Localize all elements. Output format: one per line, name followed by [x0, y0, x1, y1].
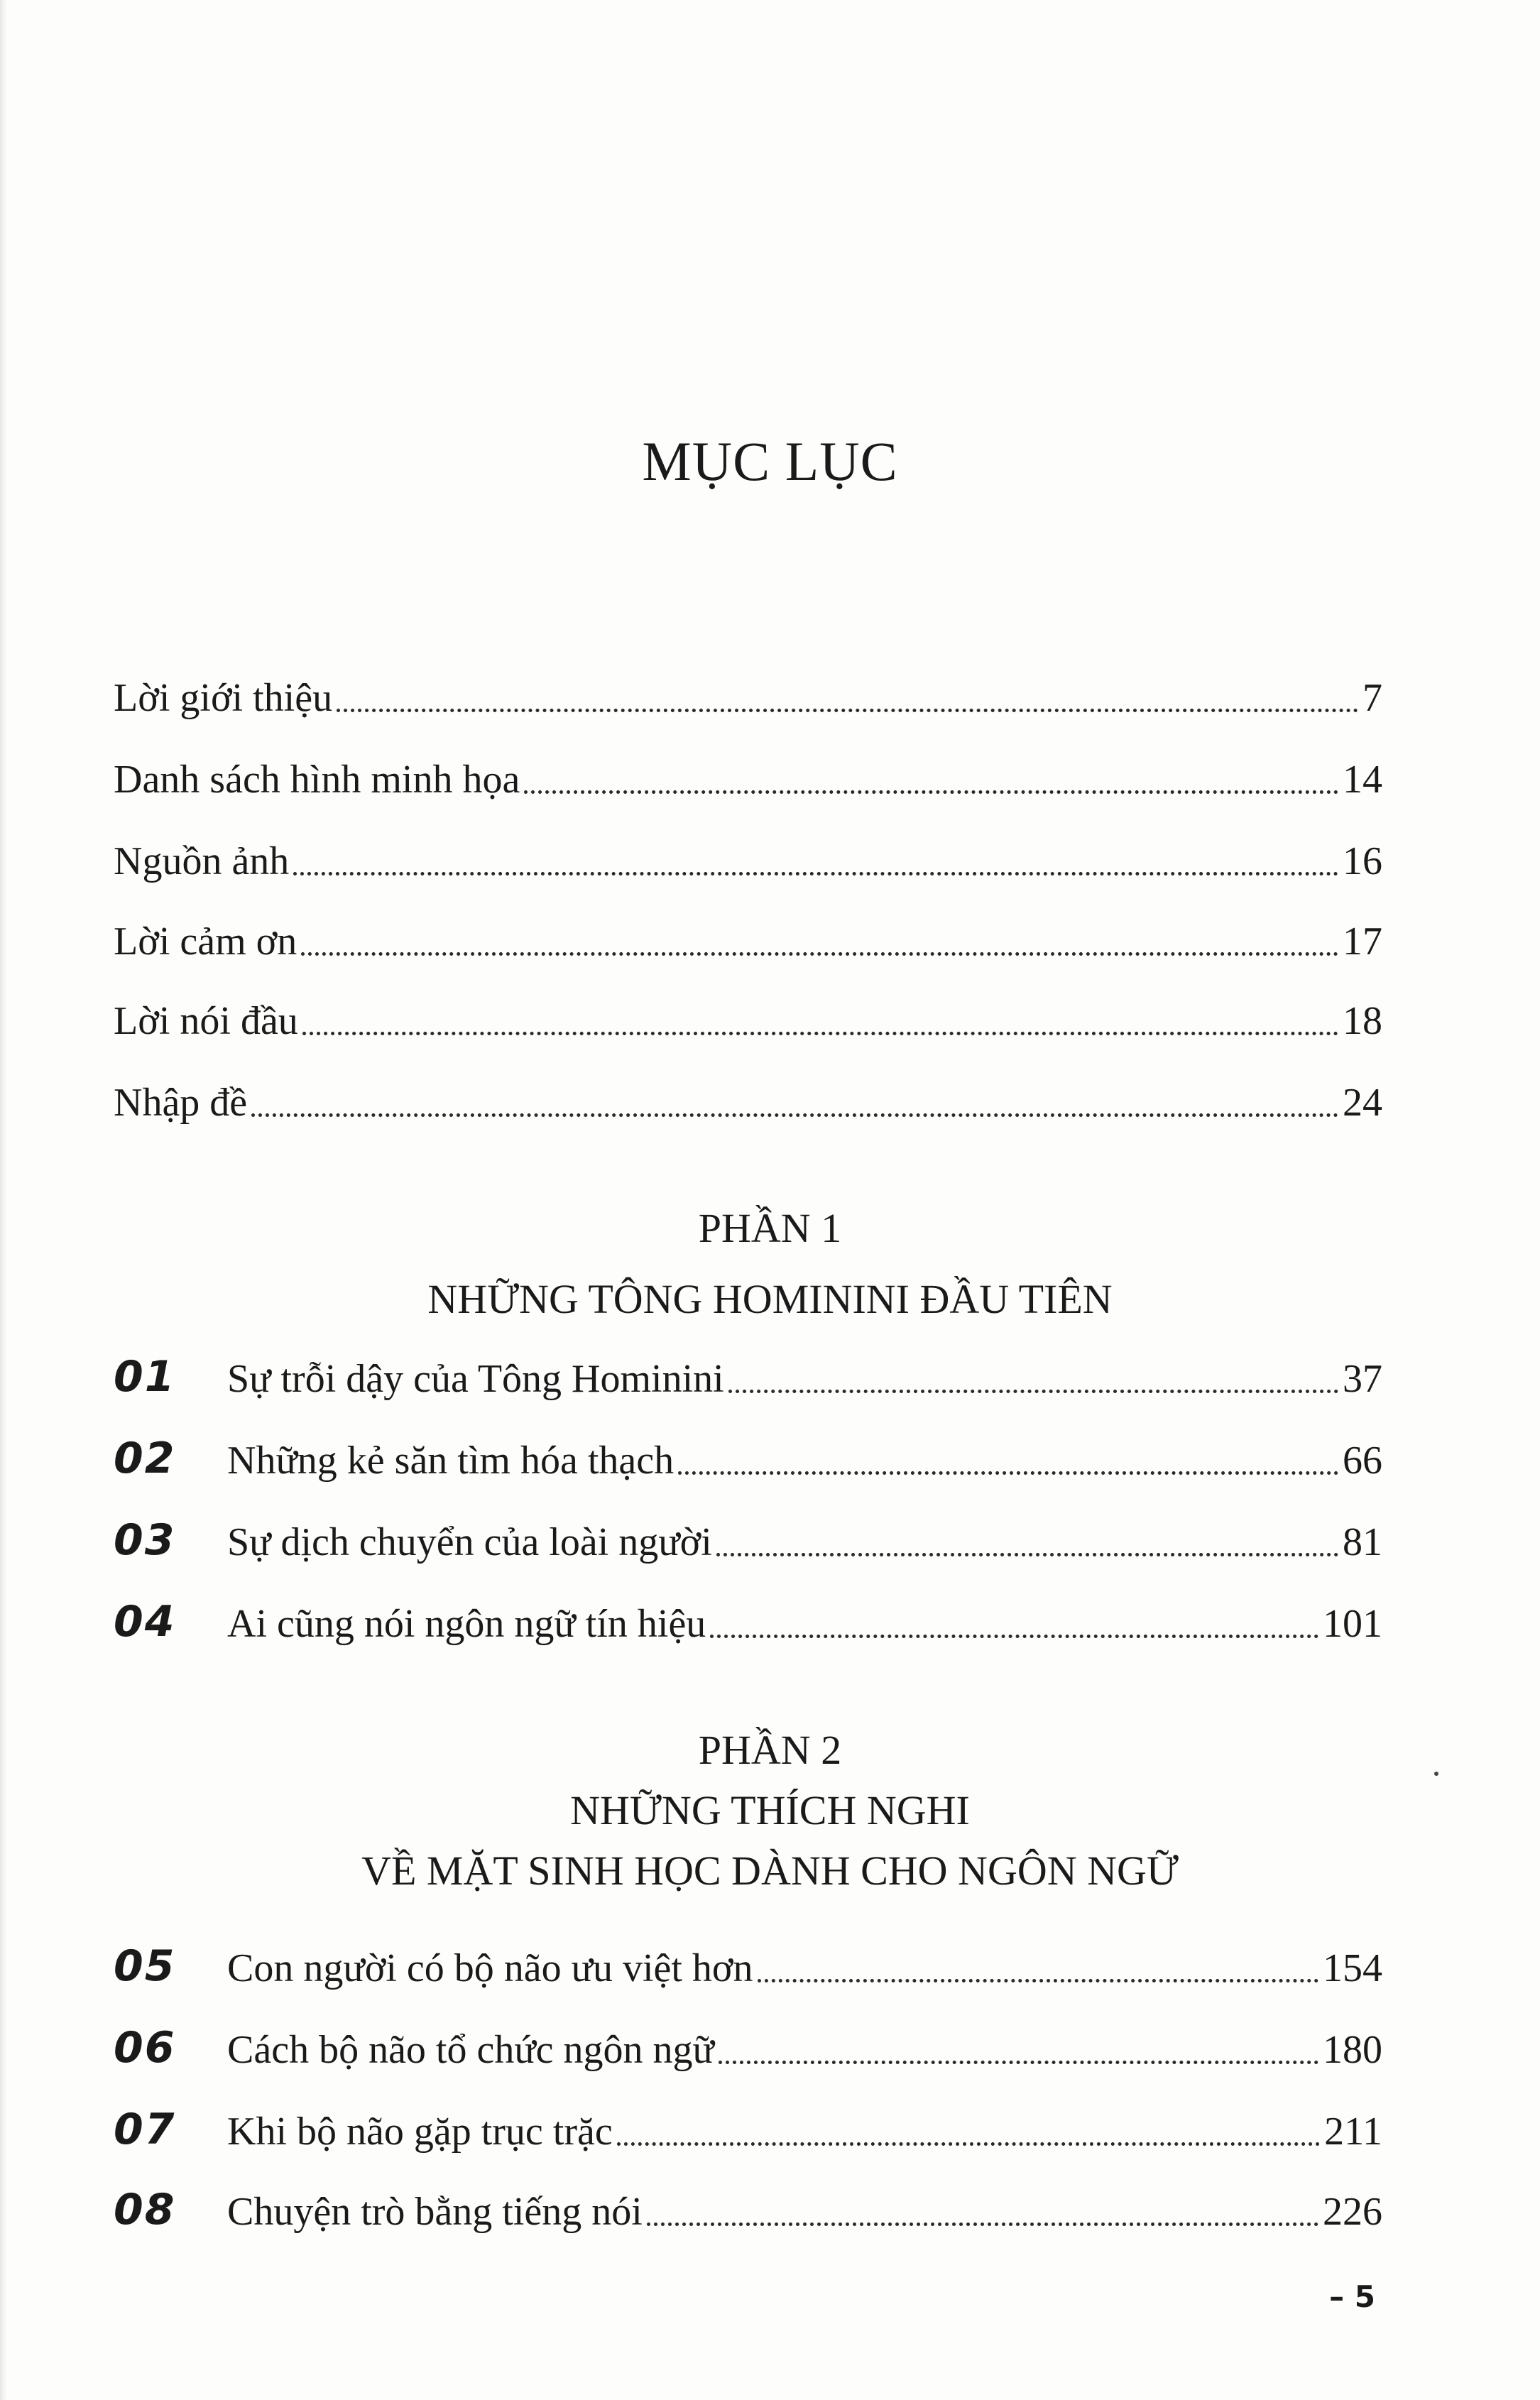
chapter-entry: [114, 2095, 1382, 2154]
chapter-page: 81: [1343, 1520, 1382, 1564]
chapter-title: Sự trỗi dậy của Tông Hominini: [227, 1357, 724, 1401]
toc-entry: [114, 746, 1382, 802]
chapter-page: 180: [1323, 2028, 1382, 2072]
chapter-number: 04: [114, 1597, 176, 1647]
chapter-title: Ai cũng nói ngôn ngữ tín hiệu: [227, 1602, 706, 1646]
toc-entry-label: Lời giới thiệu: [114, 676, 333, 720]
toc-entry: [114, 664, 1382, 721]
chapter-page: 37: [1343, 1357, 1382, 1401]
chapter-number: 03: [114, 1515, 176, 1565]
toc-entry-label: Nguồn ảnh: [114, 839, 290, 883]
dot-leader: [758, 1979, 1318, 1982]
chapter-page: 211: [1324, 2110, 1382, 2154]
toc-entry: [114, 827, 1382, 884]
toc-entry-page: 24: [1343, 1081, 1382, 1125]
toc-entry-page: 18: [1343, 999, 1382, 1043]
toc-entry-label: Nhập đề: [114, 1081, 248, 1125]
print-speck: [1434, 1772, 1438, 1776]
part-heading: PHẦN 1: [698, 1205, 842, 1251]
toc-entry-label: Danh sách hình minh họa: [114, 758, 520, 802]
dot-leader: [293, 872, 1338, 876]
part-subtitle: VỀ MẶT SINH HỌC DÀNH CHO NGÔN NGỮ: [361, 1848, 1179, 1894]
dot-leader: [251, 1113, 1338, 1117]
part-subtitle: NHỮNG THÍCH NGHI: [570, 1787, 970, 1833]
chapter-title: Những kẻ săn tìm hóa thạch: [227, 1439, 675, 1483]
chapter-page: 226: [1323, 2190, 1382, 2234]
toc-entry-page: 7: [1362, 676, 1382, 720]
dot-leader: [678, 1471, 1338, 1475]
chapter-title: Chuyện trò bằng tiếng nói: [227, 2190, 643, 2234]
dot-leader: [337, 709, 1358, 712]
dot-leader: [301, 952, 1338, 956]
dot-leader: [302, 1032, 1338, 1035]
part-heading: PHẦN 2: [698, 1727, 842, 1773]
dot-leader: [524, 790, 1338, 794]
chapter-number: 05: [114, 1941, 176, 1991]
dot-leader: [728, 1390, 1338, 1393]
chapter-number: 01: [114, 1352, 176, 1402]
toc-entry: [114, 1069, 1382, 1125]
page-title: MỤC LỤC: [642, 430, 898, 492]
chapter-entry: [114, 1587, 1382, 1647]
page-number: – 5: [1329, 2279, 1375, 2314]
chapter-entry: [114, 2175, 1382, 2235]
dot-leader: [647, 2222, 1318, 2226]
dot-leader: [617, 2142, 1320, 2146]
chapter-title: Sự dịch chuyển của loài người: [227, 1520, 712, 1564]
chapter-entry: [114, 1424, 1382, 1483]
toc-entry-label: Lời nói đầu: [114, 999, 298, 1043]
chapter-title: Con người có bộ não ưu việt hơn: [227, 1946, 753, 1990]
chapter-page: 154: [1323, 1946, 1382, 1990]
part-subtitle: NHỮNG TÔNG HOMININI ĐẦU TIÊN: [427, 1276, 1113, 1322]
chapter-number: 07: [114, 2105, 176, 2154]
toc-entry-page: 14: [1343, 758, 1382, 802]
chapter-entry: [114, 1342, 1382, 1402]
chapter-number: 06: [114, 2023, 176, 2073]
toc-entry: [114, 987, 1382, 1044]
toc-entry-page: 16: [1343, 839, 1382, 883]
chapter-entry: [114, 2013, 1382, 2073]
toc-entry-label: Lời cảm ơn: [114, 920, 297, 964]
toc-entry: [114, 907, 1382, 964]
toc-entry-page: 17: [1343, 920, 1382, 964]
chapter-title: Khi bộ não gặp trục trặc: [227, 2110, 613, 2154]
chapter-number: 08: [114, 2185, 176, 2235]
chapter-page: 66: [1343, 1439, 1382, 1483]
chapter-entry: [114, 1931, 1382, 1991]
dot-leader: [719, 2061, 1318, 2064]
dot-leader: [716, 1553, 1338, 1556]
chapter-entry: [114, 1505, 1382, 1565]
chapter-number: 02: [114, 1434, 176, 1483]
dot-leader: [710, 1635, 1318, 1638]
chapter-title: Cách bộ não tổ chức ngôn ngữ: [227, 2028, 714, 2072]
chapter-page: 101: [1323, 1602, 1382, 1646]
